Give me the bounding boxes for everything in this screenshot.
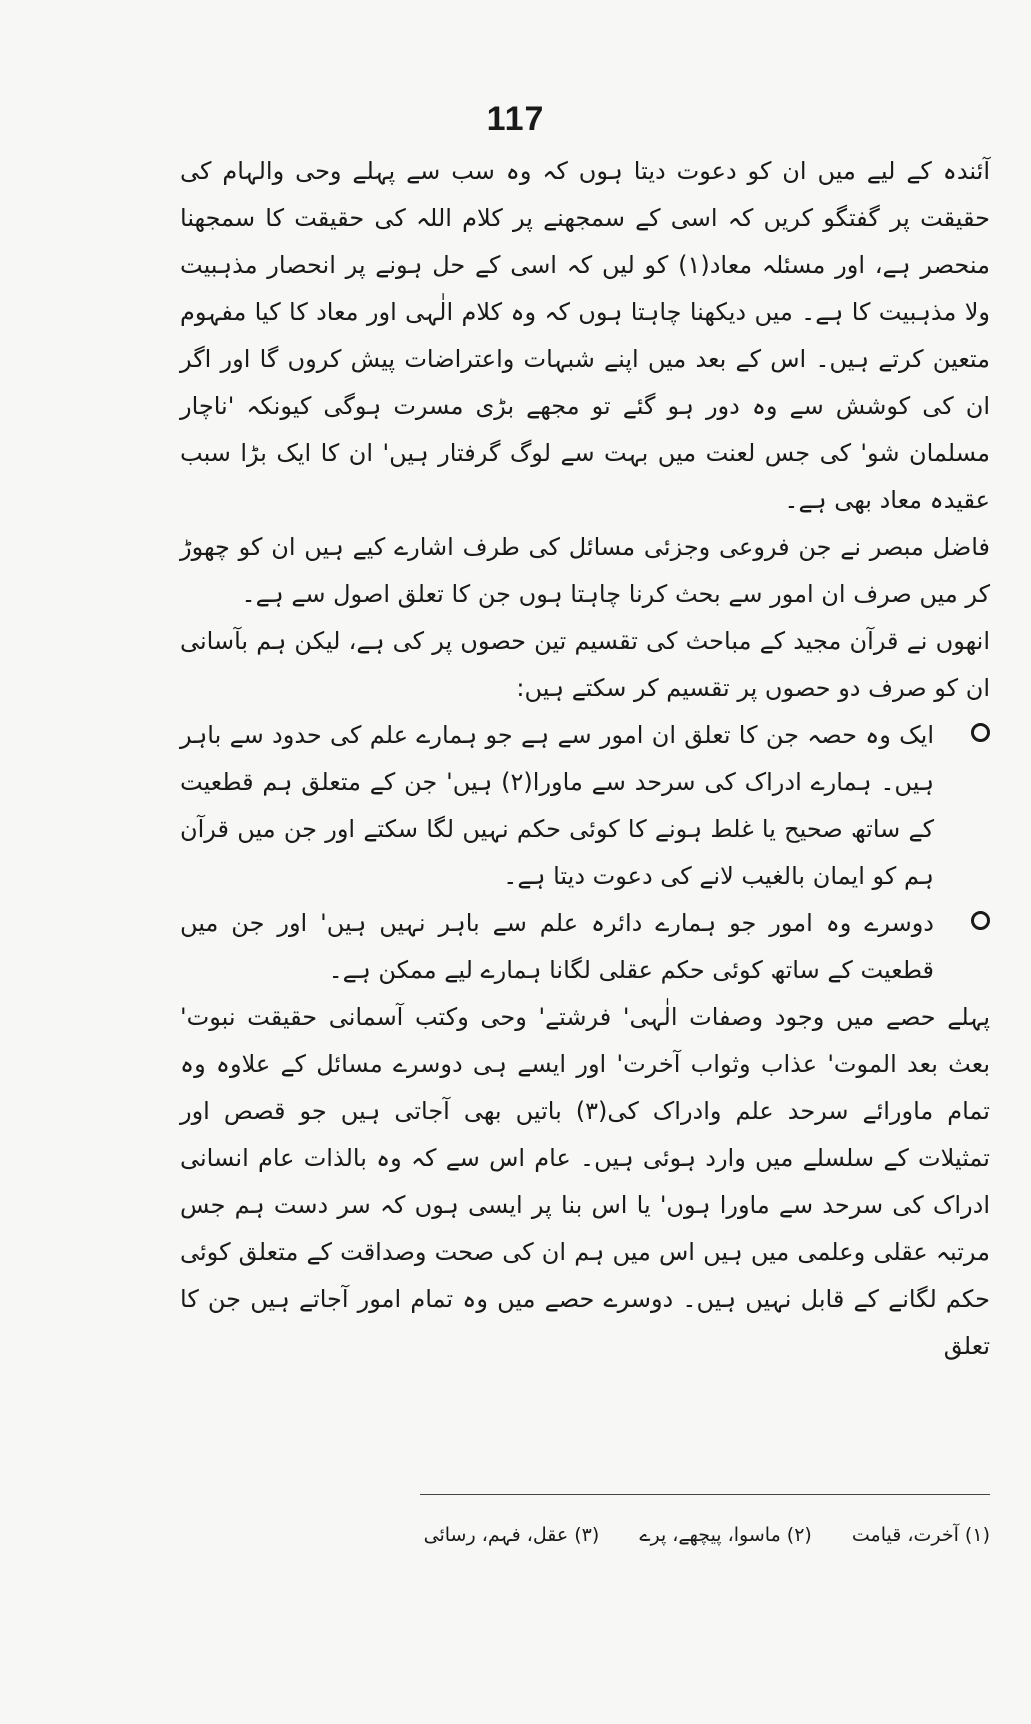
- footnote-3: (۳) عقل، فہم، رسائی: [423, 1524, 600, 1546]
- page-number: 117: [486, 100, 545, 138]
- footnotes: [420, 1520, 990, 1550]
- bullet-item: [180, 712, 990, 900]
- body-text: [180, 148, 990, 1370]
- circle-bullet-icon: [971, 723, 990, 742]
- paragraph-division: انھوں نے قرآن مجید کے مباحث کی تقسیم تین حصوں پر کی ہے، لیکن ہم بآسانی ان کو صرف دو حصوں پر تقسیم کر سکتے ہیں:: [180, 627, 990, 702]
- footnote-1: (۱) آخرت، قیامت: [851, 1524, 990, 1546]
- paragraph-closing: پہلے حصے میں وجود وصفات الٰہی' فرشتے' وحی وکتب آسمانی حقیقت نبوت' بعث بعد الموت' عذاب وثواب آخرت' اور ایسے ہی دوسرے مسائل کے علاوہ وہ تمام ماورائے سرحد علم وادراک کی(۳) باتیں بھی آجاتی ہیں جو قصص اور تمثیلات کے سلسلے میں وارد ہوئی ہیں۔ عام اس سے کہ وہ بالذات عام انسانی ادراک کی سرحد سے ماورا ہوں' یا اس بنا پر ایسی ہوں کہ سر دست ہم جس مرتبہ عقلی وعلمی میں ہیں اس میں ہم ان کی صحت وصداقت کے متعلق کوئی حکم لگانے کے قابل نہیں ہیں۔ دوسرے حصے میں وہ تمام امور آجاتے ہیں جن کا تعلق: [180, 1003, 990, 1360]
- bullet-text: دوسرے وہ امور جو ہمارے دائرہ علم سے باہر نہیں ہیں' اور جن میں قطعیت کے ساتھ کوئی حکم عقلی لگانا ہمارے لیے ممکن ہے۔: [180, 909, 934, 984]
- paragraph-reviewer: فاضل مبصر نے جن فروعی وجزئی مسائل کی طرف اشارے کیے ہیں ان کو چھوڑ کر میں صرف ان امور سے بحث کرنا چاہتا ہوں جن کا تعلق اصول سے ہے۔: [180, 533, 990, 608]
- footnote-divider: [420, 1494, 990, 1495]
- bullet-text: ایک وہ حصہ جن کا تعلق ان امور سے ہے جو ہمارے علم کی حدود سے باہر ہیں۔ ہمارے ادراک کی سرحد سے ماورا(۲) ہیں' جن کے متعلق ہم قطعیت کے ساتھ صحیح یا غلط ہونے کا کوئی حکم نہیں لگا سکتے اور جن میں قرآن ہم کو ایمان بالغیب لانے کی دعوت دیتا ہے۔: [180, 721, 934, 890]
- circle-bullet-icon: [971, 911, 990, 930]
- paragraph-intro: آئندہ کے لیے میں ان کو دعوت دیتا ہوں کہ وہ سب سے پہلے وحی والہام کی حقیقت پر گفتگو کریں کہ اسی کے سمجھنے پر کلام اللہ کی حقیقت کا سمجھنا منحصر ہے، اور مسئلہ معاد(۱) کو لیں کہ اسی کے حل ہونے پر انحصار مذہبیت ولا مذہبیت کا ہے۔ میں دیکھنا چاہتا ہوں کہ وہ کلام الٰہی اور معاد کا کیا مفہوم متعین کرتے ہیں۔ اس کے بعد میں اپنے شبہات واعتراضات پیش کروں گا اور اگر ان کی کوشش سے وہ دور ہو گئے تو مجھے بڑی مسرت ہوگی کیونکہ 'ناچار مسلمان شو' کی جس لعنت میں بہت سے لوگ گرفتار ہیں' ان کا ایک بڑا سبب عقیدہ معاد بھی ہے۔: [180, 157, 990, 514]
- footnote-2: (۲) ماسوا، پیچھے، پرے: [639, 1524, 812, 1546]
- bullet-item: [180, 900, 990, 994]
